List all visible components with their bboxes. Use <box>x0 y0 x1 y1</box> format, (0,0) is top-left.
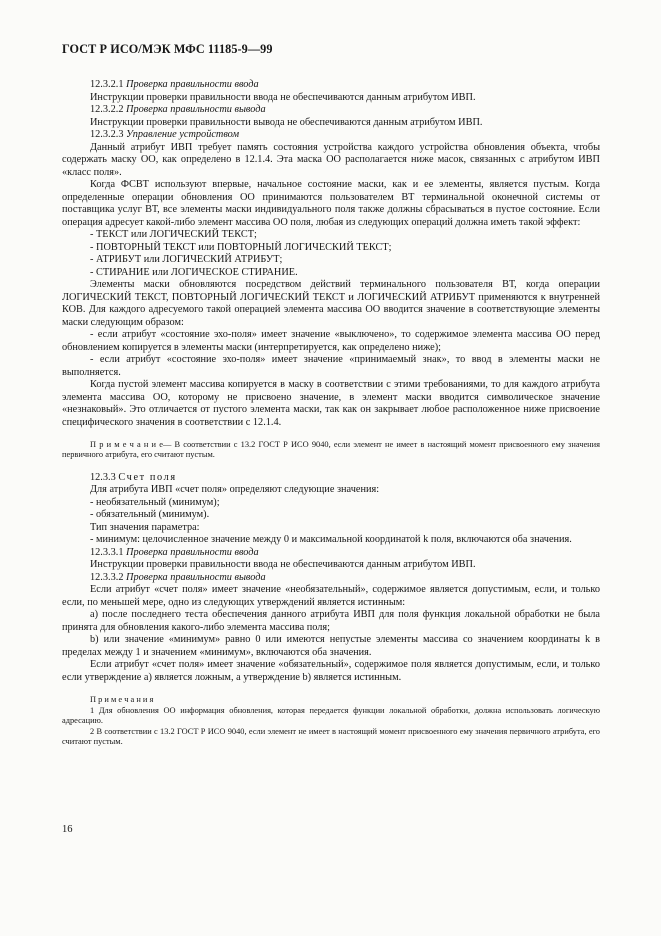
document-page <box>62 42 600 747</box>
list-item: - ТЕКСТ или ЛОГИЧЕСКИЙ ТЕКСТ; <box>90 229 257 240</box>
paragraph: - если атрибут «состояние эхо-поля» имеет значение «выключено», то содержимое элемента массива ОО перед обновлением копируется в элементы маски (интерпретируется, как определено ниже); <box>62 329 600 353</box>
note: П р и м е ч а н и е— В соответствии с 13.2 ГОСТ Р ИСО 9040, если элемент не имеет в настоящий момент присвоенного ему значения первичного атрибута, его считают пустым. <box>62 440 600 460</box>
section-12-3-2-1-text: Инструкции проверки правильности ввода не обеспечиваются данным атрибутом ИВП. <box>90 91 476 103</box>
section-12-3-3-heading: 12.3.3 Счет поля <box>90 471 177 483</box>
note: 2 В соответствии с 13.2 ГОСТ Р ИСО 9040, если элемент не имеет в настоящий момент присвоенного ему значения первичного атрибута, его считают пустым. <box>62 726 600 746</box>
paragraph: b) или значение «минимум» равно 0 или имеются непустые элементы массива со значением координаты k в пределах между 1 и значением «минимум», включаются оба значения. <box>62 634 600 658</box>
paragraph: Элементы маски обновляются посредством действий терминального пользователя ВТ, когда операции ЛОГИЧЕСКИЙ ТЕКСТ, ПОВТОРНЫЙ ЛОГИЧЕСКИЙ ТЕКСТ и ЛОГИЧЕСКИЙ АТРИБУТ применяются к внутренней КОВ. Для каждого адресуемого такой операцией элемента массива ОО вводится значение в соответствующие элементы маски следующим образом: <box>62 279 600 328</box>
list-item: - ПОВТОРНЫЙ ТЕКСТ или ПОВТОРНЫЙ ЛОГИЧЕСКИЙ ТЕКСТ; <box>90 241 392 253</box>
paragraph: - если атрибут «состояние эхо-поля» имеет значение «принимаемый знак», то ввод в элементы маски не выполняется. <box>62 354 600 378</box>
section-12-3-2-2-heading: 12.3.2.2 Проверка правильности вывода <box>90 104 266 115</box>
paragraph: - минимум: целочисленное значение между 0 и максимальной координатой k поля, включаются оба значения. <box>90 534 572 546</box>
list-item: - необязательный (минимум); <box>90 496 220 508</box>
page-number: 16 <box>62 824 73 835</box>
list-item: - СТИРАНИЕ или ЛОГИЧЕСКОЕ СТИРАНИЕ. <box>90 266 298 278</box>
list-item: - АТРИБУТ или ЛОГИЧЕСКИЙ АТРИБУТ; <box>90 254 283 265</box>
section-12-3-3-1-heading: 12.3.3.1 Проверка правильности ввода <box>90 546 259 558</box>
document-header: ГОСТ Р ИСО/МЭК МФС 11185-9—99 <box>62 42 273 56</box>
section-12-3-2-2-text: Инструкции проверки правильности вывода не обеспечиваются данным атрибутом ИВП. <box>90 116 483 128</box>
paragraph: Если атрибут «счет поля» имеет значение «необязательный», содержимое является допустимым, если, и только если, по меньшей мере, одно из следующих утверждений является истинным: <box>62 584 600 608</box>
section-12-3-3-1-text: Инструкции проверки правильности ввода не обеспечиваются данным атрибутом ИВП. <box>90 559 476 571</box>
notes-heading: П р и м е ч а н и я <box>90 695 154 705</box>
paragraph: a) после последнего теста обеспечения данного атрибута ИВП для поля функция локальной обработки не была принята для обновления какого-либо элемента массива поля; <box>62 609 600 633</box>
paragraph: Когда ФСВТ используют впервые, начальное состояние маски, как и ее элементы, является пустым. Когда определенные операции обновления ОО принимаются пользователем ВТ терминальной оконечной системы от поставщика услуг ВТ, все элементы маски индивидуального поля также должны сбрасываться в пустое состояние. Если операция адресует какой-либо элемент массива ОО поля, любая из следующих операций должна иметь такой эффект: <box>62 179 600 228</box>
section-12-3-3-2-heading: 12.3.3.2 Проверка правильности вывода <box>90 571 266 583</box>
section-12-3-2-3-heading: 12.3.2.3 Управление устройством <box>90 129 240 140</box>
paragraph: Когда пустой элемент массива копируется в маску в соответствии с этими требованиями, то для каждого атрибута элемента массива ОО, которому не присвоено значение, в элемент маски вводится символическое значение «незнаковый». Это отличается от пустого элемента маски, так как он закрывает любое расположенное ниже присвоение специфического значения в соответствии с 12.1.4. <box>62 379 600 428</box>
paragraph: Если атрибут «счет поля» имеет значение «обязательный», содержимое поля является допустимым, если, и только если утверждение a) является ложным, а утверждение b) является истинным. <box>62 659 600 683</box>
list-item: - обязательный (минимум). <box>90 509 210 521</box>
paragraph: Для атрибута ИВП «счет поля» определяют следующие значения: <box>90 484 380 496</box>
section-12-3-2-1-heading: 12.3.2.1 Проверка правильности ввода <box>90 79 259 90</box>
note: 1 Для обновления ОО информация обновления, которая передается функции локальной обработки, должна использовать логическую адресацию. <box>62 705 600 726</box>
paragraph: Данный атрибут ИВП требует память состояния устройства каждого устройства обновления объекта, чтобы содержать маску ОО, как определено в 12.1.4. Эта маска ОО располагается ниже масок, связанных с атрибутом ИВП «класс поля». <box>62 141 600 178</box>
paragraph: Тип значения параметра: <box>90 521 200 533</box>
